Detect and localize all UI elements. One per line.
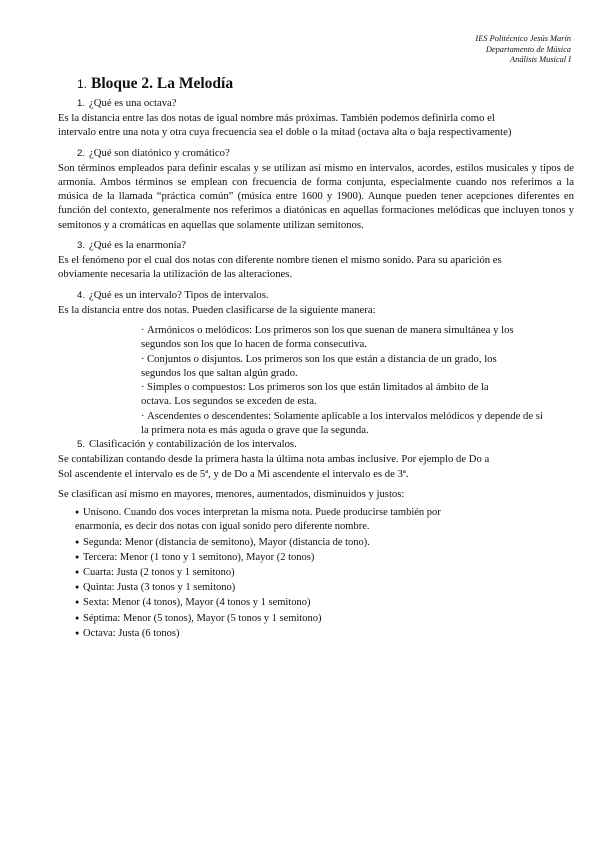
question-text: ¿Qué es un intervalo? Tipos de intervalos.	[89, 288, 269, 301]
list-item	[141, 380, 574, 409]
answer-2: Son términos empleados para definir escalas y se utilizan así mismo en intervalos, acordes, estilos musicales y tipos de armonía. Ambos términos se emplean con frecuencia de forma conjunta, especialmente cuando nos referimos a la música de la llamada “práctica común” (música entre 1600 y 1900). Aunque pueden tener acepciones diferentes en función del contexto, generalmente nos referimos a diatónicas en aquellas formaciones melódicas que incluyen tonos y semitonos y a cromáticas en aquellas que solamente utilizan semitonos.	[58, 161, 574, 231]
list-item-text: Ascendentes o descendentes: Solamente aplicable a los intervalos melódicos y depende de si	[147, 409, 543, 422]
answer-3	[58, 253, 574, 282]
question-number: 1.	[77, 98, 86, 109]
answer-line: Es la distancia entre las dos notas de igual nombre más próximas. También podemos definirla como el	[58, 112, 495, 124]
page-header	[475, 34, 571, 66]
list-item	[141, 323, 574, 352]
header-department: Departamento de Música	[485, 44, 571, 54]
list-item	[75, 580, 574, 595]
list-item	[141, 409, 574, 438]
list-item	[141, 352, 574, 381]
answer-line: intervalo entre una nota y otra cuya frecuencia sea el doble o la mitad (octava alta o baja respectivamente)	[58, 126, 512, 139]
answer-5-classification: Se clasifican así mismo en mayores, menores, aumentados, disminuidos y justos:	[58, 487, 405, 500]
question-number: 2.	[77, 147, 86, 159]
question-text: ¿Qué es la enarmonía?	[89, 239, 187, 252]
list-item-text: Cuarta: Justa (2 tonos y 1 semitono)	[83, 567, 235, 579]
list-item-text: enarmonía, es decir dos notas con igual sonido pero diferente nombre.	[75, 521, 370, 533]
bullet-mark: ●	[75, 613, 80, 622]
question-heading-4	[77, 288, 574, 303]
list-item	[75, 595, 574, 610]
question-heading-2	[77, 146, 574, 161]
section-title-text: Bloque 2. La Melodía	[91, 75, 234, 92]
list-item-text: Unísono. Cuando dos voces interpretan la misma nota. Puede producirse también por	[83, 507, 441, 519]
answer-line: Es el fenómeno por el cual dos notas con diferente nombre tienen el mismo sonido. Para su aparición es	[58, 254, 502, 267]
question-number: 5.	[77, 439, 86, 451]
bullet-mark: ●	[75, 628, 80, 637]
list-item-text: Tercera: Menor (1 tono y 1 semitono), Mayor (2 tonos)	[83, 551, 315, 563]
question-heading-5	[77, 437, 574, 452]
list-item	[75, 611, 574, 626]
question-text: Clasificación y contabilización de los intervalos.	[89, 438, 297, 451]
question-number: 3.	[77, 240, 86, 252]
header-school: IES Politécnico Jesús Marín	[475, 34, 571, 43]
list-item-text: Octava: Justa (6 tonos)	[83, 627, 180, 639]
answer-line: obviamente necesaria la utilización de las alteraciones.	[58, 268, 293, 281]
section-title	[77, 74, 593, 94]
question-number: 4.	[77, 289, 86, 301]
list-item-text: octava. Los segundos se exceden de esta.	[141, 395, 317, 408]
bullet-mark: ●	[75, 537, 80, 546]
answer-1	[58, 111, 574, 140]
bullet-mark: ●	[75, 598, 80, 607]
bullet-mark: ●	[75, 568, 80, 577]
list-item-text: Séptima: Menor (5 tonos), Mayor (5 tonos y 1 semitono)	[83, 612, 322, 624]
list-item	[75, 535, 574, 550]
header-course: Análisis Musical I	[510, 55, 571, 65]
section-number: 1.	[77, 77, 88, 91]
bullet-mark: ·	[141, 381, 145, 394]
question-text: ¿Qué es una octava?	[89, 97, 177, 109]
bullet-mark: ·	[141, 352, 145, 365]
list-item-text: la primera nota es más aguda o grave que la segunda.	[141, 424, 369, 437]
list-item-text: Conjuntos o disjuntos. Los primeros son los que están a distancia de un grado, los	[147, 352, 497, 365]
answer-line: Se contabilizan contando desde la primera hasta la última nota ambas inclusive. Por ejemplo de Do a	[58, 453, 490, 466]
bullet-mark: ●	[75, 552, 80, 561]
bullet-mark: ·	[141, 409, 145, 422]
list-item	[75, 565, 574, 580]
list-item-text: Armónicos o melódicos: Los primeros son los que suenan de manera simultánea y los	[147, 323, 514, 336]
list-item-text: segundos son los que lo hacen de forma consecutiva.	[141, 338, 367, 351]
question-text: ¿Qué son diatónico y cromático?	[89, 146, 230, 159]
list-item-text: Simples o compuestos: Los primeros son los que están limitados al ámbito de la	[147, 381, 489, 394]
answer-line: Sol ascendente el intervalo es de 5ª, y de Do a Mi ascendente el intervalo es de 3ª.	[58, 467, 409, 480]
question-heading-1	[77, 96, 574, 111]
bullet-mark: ●	[75, 508, 80, 517]
interval-classification-list	[75, 505, 574, 641]
bullet-mark: ●	[75, 583, 80, 592]
list-item-text: segundos los que saltan algún grado.	[141, 366, 298, 379]
list-item	[75, 505, 574, 534]
answer-4: Es la distancia entre dos notas. Pueden clasificarse de la siguiente manera:	[58, 303, 376, 316]
interval-types-list	[141, 323, 574, 437]
list-item	[75, 626, 574, 641]
list-item-text: Segunda: Menor (distancia de semitono), Mayor (distancia de tono).	[83, 536, 370, 548]
answer-5	[58, 452, 574, 481]
document-body	[58, 74, 574, 641]
list-item	[75, 550, 574, 565]
list-item-text: Quinta: Justa (3 tonos y 1 semitono)	[83, 582, 236, 594]
list-item-text: Sexta: Menor (4 tonos), Mayor (4 tonos y 1 semitono)	[83, 597, 311, 609]
question-heading-3	[77, 238, 574, 253]
bullet-mark: ·	[141, 323, 145, 336]
